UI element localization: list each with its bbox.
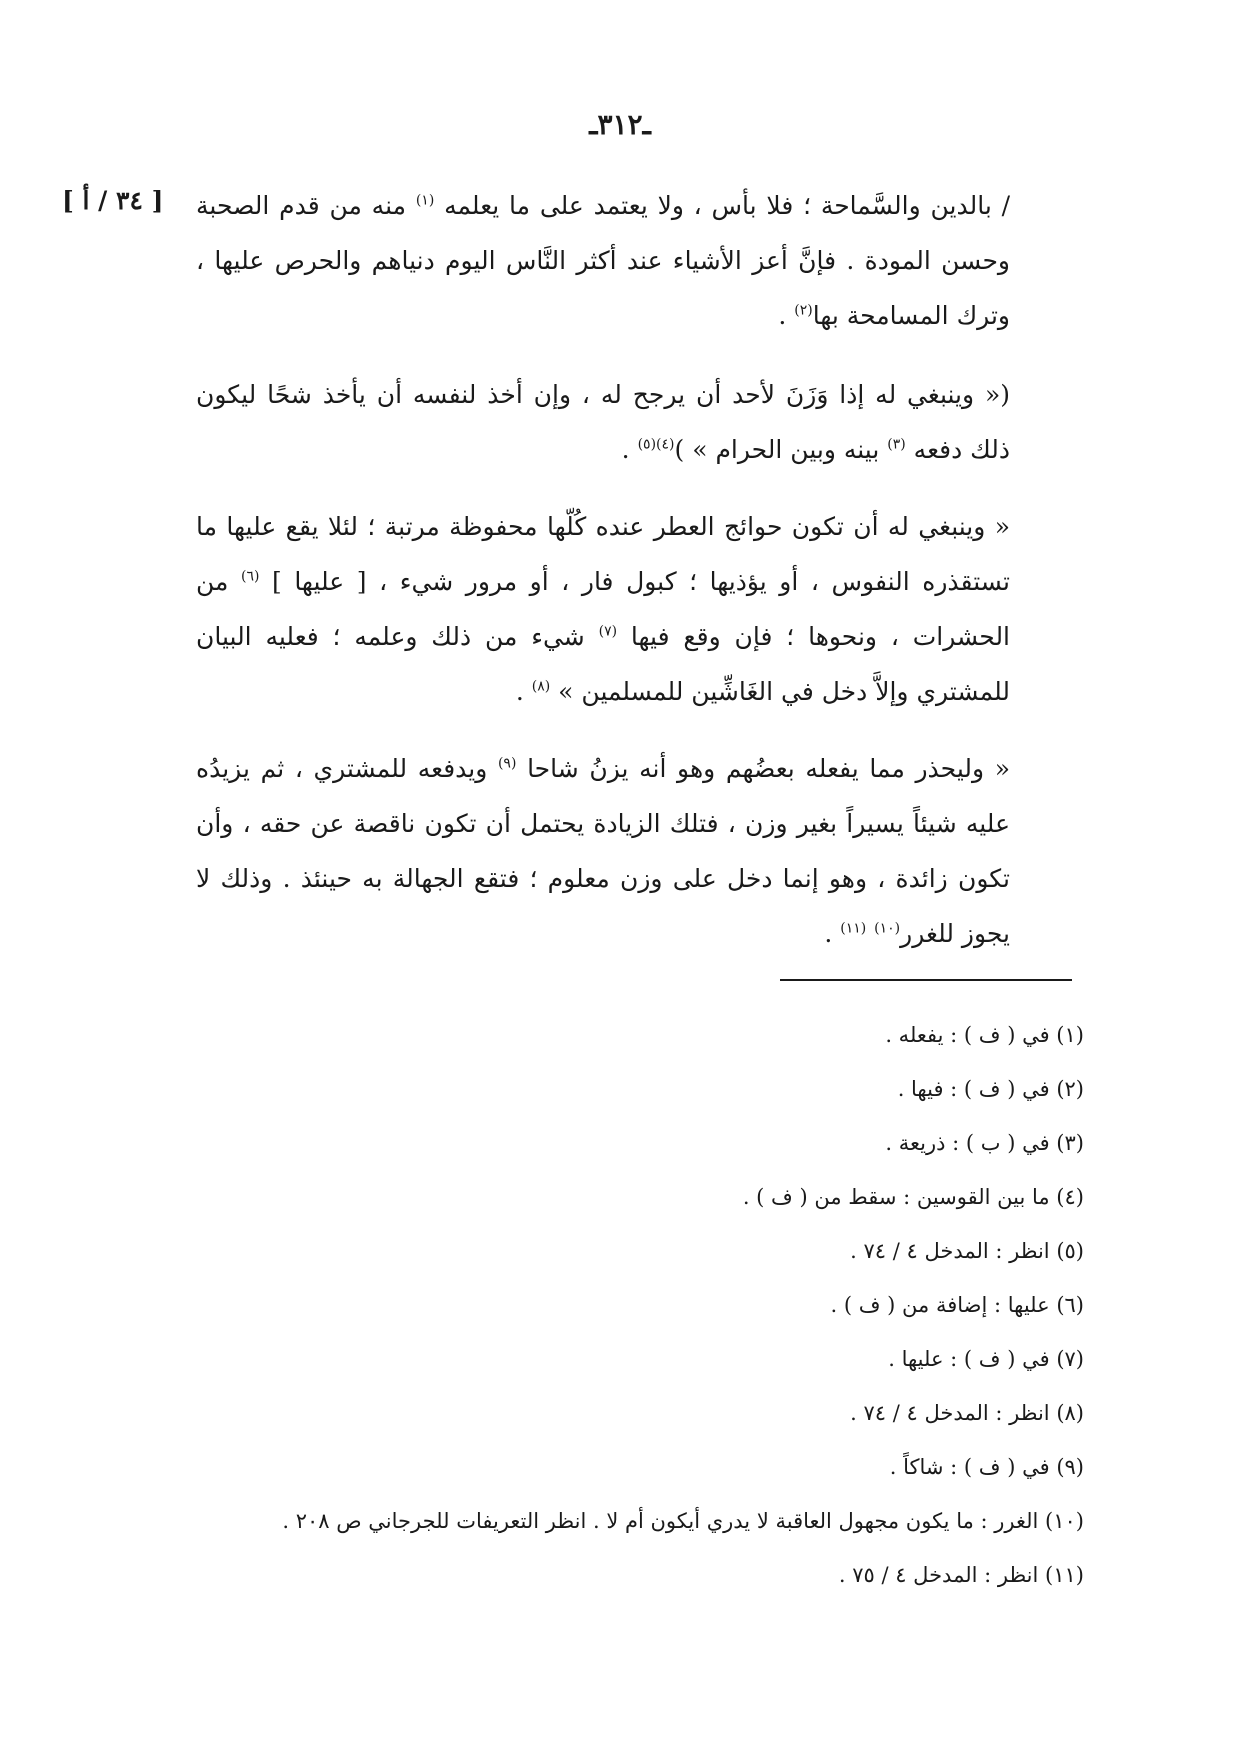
footnote: (١١) انظر : المدخل ٤ / ٧٥ . <box>838 1563 1084 1587</box>
footnote: (٩) في ( ف ) : شاكاً . <box>889 1455 1084 1479</box>
footnote: (١) في ( ف ) : يفعله . <box>885 1023 1084 1047</box>
footnote-ref: (١١) <box>840 920 867 937</box>
paragraph <box>196 741 1010 961</box>
footnote-ref: (٢) <box>794 302 813 319</box>
footnote: (٣) في ( ب ) : ذريعة . <box>885 1131 1084 1155</box>
text-run: . <box>515 677 532 706</box>
text-run: شيء من ذلك وعلمه ؛ فعليه البيان للمشتري وإلاَّ دخل في الغَاشِّين للمسلمين » <box>196 622 1010 706</box>
text-run: منه من قدم الصحبة وحسن المودة . فإنَّ أعز الأشياء عند أكثر النَّاس اليوم دنياهم والحرص عليها ، وترك المسامحة بها <box>196 191 1010 330</box>
folio-marker: [ ٣٤ / أ ] <box>62 186 164 215</box>
footnote: (١٠) الغرر : ما يكون مجهول العاقبة لا يدري أيكون أم لا . انظر التعريفات للجرجاني ص ٢٠٨ . <box>282 1509 1084 1533</box>
text-run <box>866 919 874 948</box>
text-run: . <box>621 435 638 464</box>
footnote-ref: (٦) <box>240 568 260 585</box>
paragraph <box>196 367 1010 477</box>
footnote: (٥) انظر : المدخل ٤ / ٧٤ . <box>850 1239 1084 1263</box>
footnote: (٦) عليها : إضافة من ( ف ) . <box>830 1293 1084 1317</box>
text-run: / بالدين والسَّماحة ؛ فلا بأس ، ولا يعتمد على ما يعلمه <box>434 191 1010 220</box>
text-run: (« وينبغي له إذا وَزَنَ لأحد أن يرجح له ، وإن أخذ لنفسه أن يأخذ شحًا ليكون ذلك دفعه <box>196 380 1010 464</box>
text-run: « وليحذر مما يفعله بعضُهم وهو أنه يزنُ شاحا <box>516 754 1010 783</box>
footnote-ref: (٩) <box>497 755 517 772</box>
text-run: ويدفعه للمشتري ، ثم يزيدُه عليه شيئاً يسيراً بغير وزن ، فتلك الزيادة يحتمل أن تكون ناقصة عن حقه ، وأن تكون زائدة ، وهو إنما دخل على وزن معلوم ؛ فتقع الجهالة به حينئذ . وذلك لا يجوز للغرر <box>196 754 1010 948</box>
main-text <box>196 178 1010 983</box>
footnotes <box>180 1008 1084 1602</box>
footnote-ref: (٨) <box>531 678 551 695</box>
text-run: من الحشرات ، ونحوها ؛ فإن وقع فيها <box>196 567 1011 651</box>
footnote: (٨) انظر : المدخل ٤ / ٧٤ . <box>850 1401 1084 1425</box>
text-run: « وينبغي له أن تكون حوائج العطر عنده كُلّها محفوظة مرتبة ؛ لئلا يقع عليها ما تستقذره النفوس ، أو يؤذيها ؛ كبول فار ، أو مرور شيء ، [ عليها ] <box>196 512 1010 596</box>
text-run: . <box>824 919 841 948</box>
footnote-ref: (١٠) <box>874 920 901 937</box>
footnote-ref: (٧) <box>598 623 618 640</box>
text-run: بينه وبين الحرام » ) <box>674 435 888 464</box>
footnote-ref: (١) <box>415 192 435 209</box>
footnote-separator <box>780 979 1072 981</box>
footnote: (٤) ما بين القوسين : سقط من ( ف ) . <box>742 1185 1084 1209</box>
footnote: (٢) في ( ف ) : فيها . <box>897 1077 1084 1101</box>
page-number: ـ٣١٢ـ <box>589 108 651 141</box>
footnote-ref: (٤)(٥) <box>637 436 675 453</box>
paragraph <box>196 178 1010 343</box>
footnote: (٧) في ( ف ) : عليها . <box>888 1347 1084 1371</box>
footnote-ref: (٣) <box>887 436 906 453</box>
text-run: . <box>778 301 795 330</box>
paragraph <box>196 499 1010 719</box>
